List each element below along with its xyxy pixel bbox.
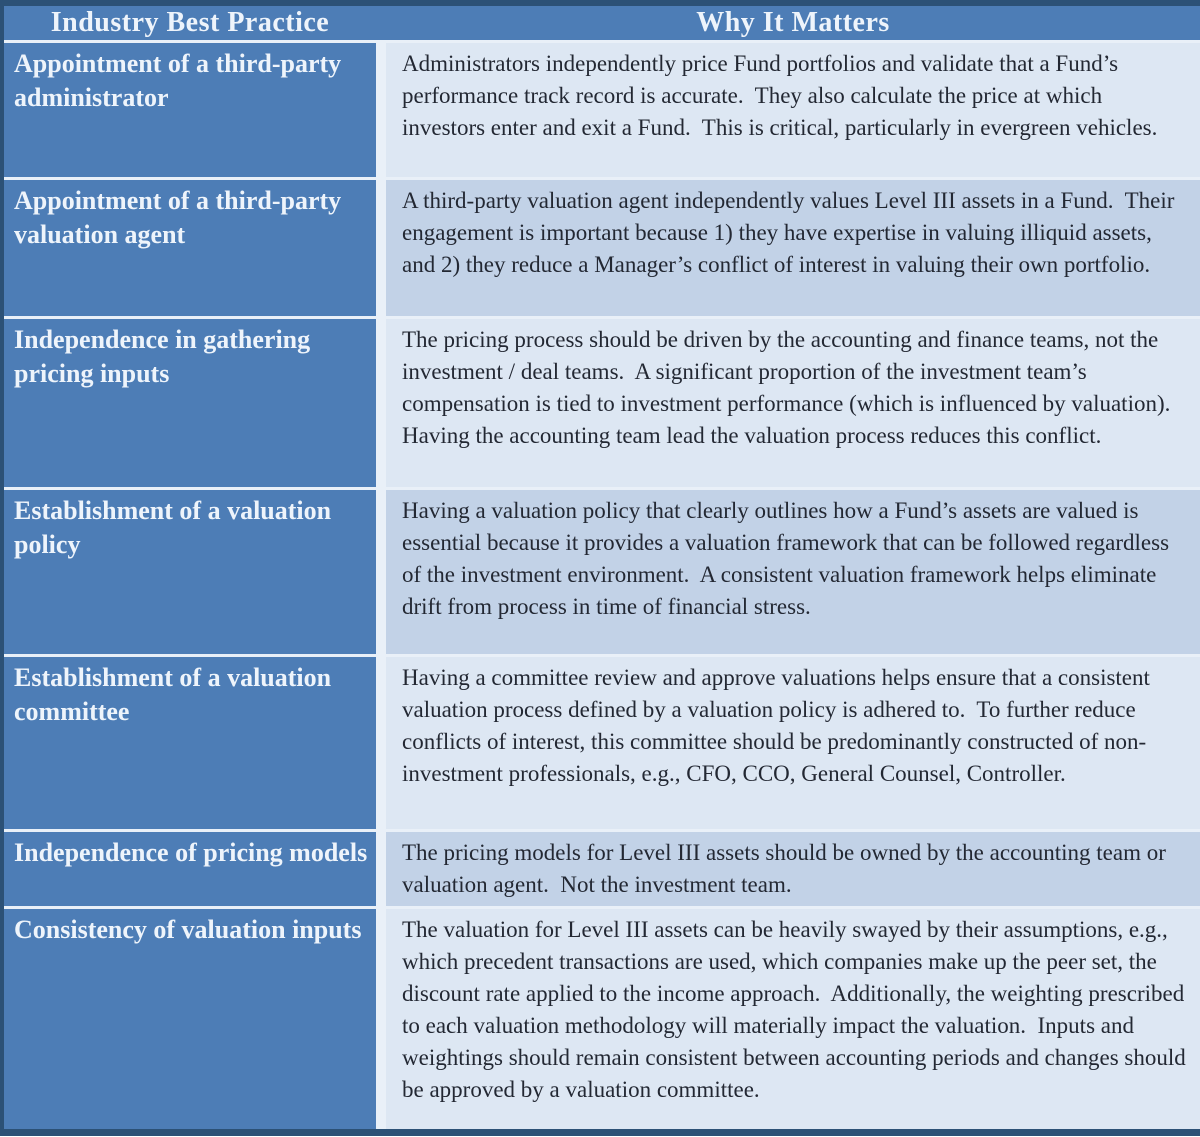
why-cell: Administrators independently price Fund portfolios and validate that a Fund’s performance track record is accurate. They also calculate the price at which investors enter and exit a Fund. This is critical, particularly in evergreen vehicles. [386, 43, 1200, 177]
why-cell: The pricing process should be driven by the accounting and finance teams, not the investment / deal teams. A significant proportion of the investment team’s compensation is tied to investment performance (which is influenced by valuation). Having the accounting team lead the valuation process reduces this conflict. [386, 319, 1200, 487]
table-row [4, 832, 1200, 906]
table-row [4, 909, 1200, 1129]
practice-cell: Establishment of a valuation committee [4, 657, 376, 829]
practice-cell: Establishment of a valuation policy [4, 490, 376, 654]
header-cell-practice: Industry Best Practice [50, 7, 330, 38]
header-row [4, 6, 1200, 40]
why-cell: Having a valuation policy that clearly outlines how a Fund’s assets are valued is essential because it provides a valuation framework that can be followed regardless of the investment environment. A consistent valuation framework helps eliminate drift from process in time of financial stress. [386, 490, 1200, 654]
column-divider [376, 319, 386, 487]
practice-cell: Appointment of a third-party valuation agent [4, 180, 376, 316]
table-row [4, 180, 1200, 316]
table-row [4, 657, 1200, 829]
column-divider [376, 657, 386, 829]
table-row [4, 319, 1200, 487]
column-divider [376, 832, 386, 906]
table-row [4, 43, 1200, 177]
column-divider [376, 180, 386, 316]
why-cell: The pricing models for Level III assets should be owned by the accounting team or valuation agent. Not the investment team. [386, 832, 1200, 906]
column-divider [376, 490, 386, 654]
practice-cell: Independence in gathering pricing inputs [4, 319, 376, 487]
why-cell: A third-party valuation agent independently values Level III assets in a Fund. Their engagement is important because 1) they have expertise in valuing illiquid assets, and 2) they reduce a Manager’s conflict of interest in valuing their own portfolio. [386, 180, 1200, 316]
column-divider [376, 43, 386, 177]
header-gap [376, 6, 386, 40]
why-cell: Having a committee review and approve valuations helps ensure that a consistent valuation process defined by a valuation policy is adhered to. To further reduce conflicts of interest, this committee should be predominantly constructed of non-investment professionals, e.g., CFO, CCO, General Counsel, Controller. [386, 657, 1200, 829]
practice-cell: Consistency of valuation inputs [4, 909, 376, 1129]
column-divider [376, 909, 386, 1129]
why-cell: The valuation for Level III assets can be heavily swayed by their assumptions, e.g., which precedent transactions are used, which companies make up the peer set, the discount rate applied to the income approach. Additionally, the weighting prescribed to each valuation methodology will materially impact the valuation. Inputs and weightings should remain consistent between accounting periods and changes should be approved by a valuation committee. [386, 909, 1200, 1129]
practice-cell: Independence of pricing models [4, 832, 376, 906]
practice-cell: Appointment of a third-party administrator [4, 43, 376, 177]
table-row [4, 490, 1200, 654]
header-cell-why: Why It Matters [696, 7, 890, 38]
